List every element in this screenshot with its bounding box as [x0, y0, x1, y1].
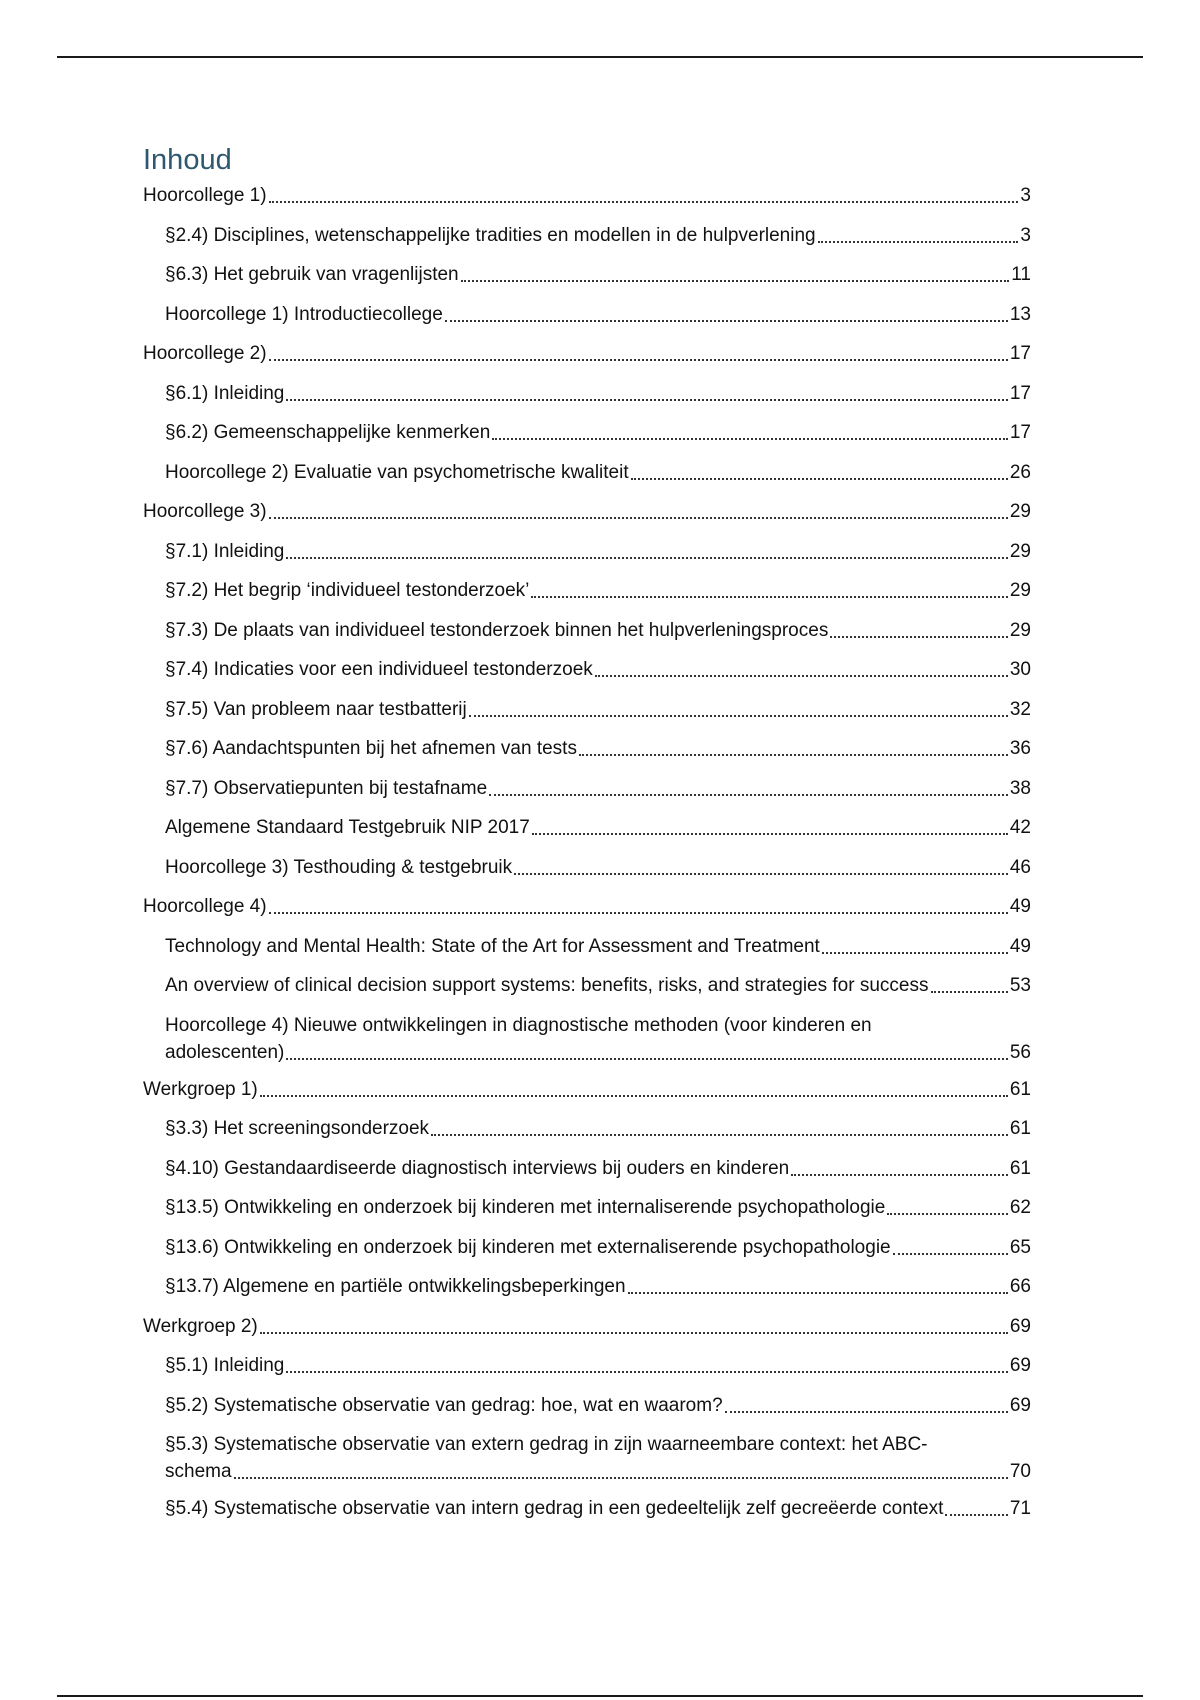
toc-entry-row — [165, 933, 1031, 960]
toc-entry-row — [165, 656, 1031, 683]
toc-entry-wrapped — [165, 1431, 1031, 1485]
toc-subsection-link[interactable] — [165, 1273, 1057, 1300]
dot-leader — [234, 1477, 1008, 1479]
toc-entry-title: §13.7) Algemene en partiële ontwikkelingsbeperkingen — [165, 1276, 626, 1297]
toc-entry-title: §5.4) Systematische observatie van intern gedrag in een gedeeltelijk zelf gecreëerde context — [165, 1498, 944, 1519]
toc-page-number: 29 — [1009, 580, 1031, 601]
toc-subsection-link[interactable] — [165, 380, 1057, 407]
toc-entry-title: §6.3) Het gebruik van vragenlijsten — [165, 264, 459, 285]
dot-leader — [822, 952, 1008, 954]
dot-leader — [286, 399, 1007, 401]
toc-entry-title: §4.10) Gestandaardiseerde diagnostisch interviews bij ouders en kinderen — [165, 1157, 790, 1179]
toc-entry-title: Technology and Mental Health: State of the Art for Assessment and Treatment — [165, 935, 820, 957]
toc-entry-title: Hoorcollege 1) — [143, 185, 267, 206]
toc-entry-row — [165, 1115, 1031, 1142]
toc-page-number: 69 — [1009, 1315, 1031, 1337]
dot-leader — [531, 596, 1007, 598]
toc-entry-row — [143, 498, 1031, 525]
toc-subsection-link[interactable] — [165, 459, 1057, 486]
toc-list — [143, 182, 1057, 1522]
toc-entry-title: Hoorcollege 1) Introductiecollege — [165, 303, 443, 325]
toc-entry-title: §6.2) Gemeenschappelijke kenmerken — [165, 422, 491, 443]
toc-entry-row — [165, 1194, 1031, 1221]
toc-entry-title: Hoorcollege 3) — [143, 501, 267, 522]
toc-page-number: 42 — [1009, 817, 1031, 838]
toc-subsection-link[interactable] — [165, 1115, 1057, 1142]
toc-entry-title: Hoorcollege 4) — [143, 896, 267, 917]
toc-page-number: 13 — [1009, 303, 1031, 325]
toc-subsection-link[interactable] — [165, 656, 1057, 683]
dot-leader — [269, 359, 1008, 361]
page-bottom-rule — [57, 1695, 1143, 1697]
toc-entry-title: Hoorcollege 3) Testhouding & testgebruik — [165, 856, 513, 878]
dot-leader — [893, 1253, 1008, 1255]
toc-entry-title: §7.6) Aandachtspunten bij het afnemen van tests — [165, 738, 577, 759]
toc-entry-row — [165, 814, 1031, 841]
toc-entry-row — [165, 1352, 1031, 1379]
toc-entry-row — [165, 538, 1031, 565]
dot-leader — [445, 320, 1008, 322]
toc-section-link[interactable] — [143, 498, 1057, 525]
toc-entry-row — [165, 1039, 1031, 1066]
toc-section-link[interactable] — [143, 1313, 1057, 1340]
toc-entry-title: Hoorcollege 4) Nieuwe ontwikkelingen in diagnostische methoden (voor kinderen en — [165, 1014, 872, 1036]
toc-subsection-link[interactable] — [165, 1155, 1057, 1182]
dot-leader — [631, 478, 1008, 480]
toc-entry-title: §5.3) Systematische observatie van extern gedrag in zijn waarneembare context: het ABC- — [165, 1434, 928, 1455]
toc-subsection-link[interactable] — [165, 301, 1057, 328]
toc-entry-title: §6.1) Inleiding — [165, 382, 285, 404]
toc-entry-title: §7.7) Observatiepunten bij testafname — [165, 777, 488, 799]
toc-entry-title: Hoorcollege 2) — [143, 343, 267, 364]
toc-entry-row — [165, 1234, 1031, 1261]
toc-entry-row — [165, 459, 1031, 486]
toc-entry-title-continued: adolescenten) — [165, 1041, 285, 1063]
toc-subsection-link[interactable] — [165, 1012, 1057, 1066]
table-of-contents — [143, 142, 1057, 1535]
toc-subsection-link[interactable] — [165, 972, 1057, 999]
toc-subsection-link[interactable] — [165, 617, 1057, 644]
toc-entry-title-continued: schema — [165, 1461, 232, 1482]
toc-page-number: 46 — [1009, 856, 1031, 878]
toc-entry-title: Hoorcollege 2) Evaluatie van psychometrische kwaliteit — [165, 461, 629, 483]
toc-entry-title: Werkgroep 1) — [143, 1078, 258, 1100]
toc-page-number: 38 — [1009, 777, 1031, 799]
toc-subsection-link[interactable] — [165, 419, 1057, 446]
toc-entry-row — [165, 222, 1031, 249]
toc-entry-row — [165, 1458, 1031, 1485]
dot-leader — [595, 675, 1008, 677]
toc-entry-row — [143, 893, 1031, 920]
toc-subsection-link[interactable] — [165, 854, 1057, 881]
toc-subsection-link[interactable] — [165, 1431, 1057, 1485]
dot-leader — [579, 754, 1008, 756]
toc-entry-title: §7.1) Inleiding — [165, 540, 285, 562]
toc-title: Inhoud — [143, 144, 232, 176]
toc-page-number: 11 — [1011, 264, 1031, 285]
toc-section-link[interactable] — [143, 340, 1057, 367]
dot-leader — [887, 1213, 1008, 1215]
toc-entry-row — [165, 735, 1031, 762]
toc-entry-row — [165, 261, 1031, 288]
toc-page-number: 29 — [1009, 501, 1031, 522]
toc-entry-title: Algemene Standaard Testgebruik NIP 2017 — [165, 817, 530, 838]
toc-page-number: 26 — [1009, 461, 1031, 483]
toc-entry-row — [165, 972, 1031, 999]
toc-entry-title: §5.1) Inleiding — [165, 1355, 285, 1376]
toc-entry-row — [143, 1076, 1031, 1103]
toc-page-number: 56 — [1009, 1041, 1031, 1063]
toc-entry-title: §3.3) Het screeningsonderzoek — [165, 1118, 430, 1139]
toc-entry-row — [143, 340, 1031, 367]
toc-page-number: 71 — [1009, 1498, 1031, 1519]
dot-leader — [286, 1371, 1007, 1373]
toc-subsection-link[interactable] — [165, 577, 1057, 604]
dot-leader — [945, 1514, 1007, 1516]
toc-subsection-link[interactable] — [165, 222, 1057, 249]
dot-leader — [461, 280, 1010, 282]
toc-entry-title: §7.3) De plaats van individueel testonderzoek binnen het hulpverleningsproces — [165, 619, 829, 641]
dot-leader — [830, 636, 1008, 638]
dot-leader — [628, 1292, 1008, 1294]
toc-subsection-link[interactable] — [165, 696, 1057, 723]
toc-entry-title: §7.5) Van probleem naar testbatterij — [165, 698, 467, 720]
toc-entry-row — [165, 380, 1031, 407]
dot-leader — [269, 517, 1008, 519]
toc-page-number: 69 — [1009, 1355, 1031, 1376]
toc-page-number: 17 — [1009, 382, 1031, 404]
toc-entry-title: §13.6) Ontwikkeling en onderzoek bij kinderen met externaliserende psychopathologie — [165, 1236, 891, 1258]
toc-page-number: 66 — [1009, 1276, 1031, 1297]
toc-page-number: 17 — [1009, 343, 1031, 364]
toc-entry-row — [165, 419, 1031, 446]
toc-page-number: 61 — [1009, 1157, 1031, 1179]
dot-leader — [469, 715, 1008, 717]
dot-leader — [818, 241, 1019, 243]
page-top-rule — [57, 56, 1143, 58]
dot-leader — [489, 794, 1008, 796]
dot-leader — [931, 991, 1008, 993]
toc-page-number: 49 — [1009, 935, 1031, 957]
toc-page-number: 29 — [1009, 619, 1031, 641]
toc-entry-row — [165, 775, 1031, 802]
toc-entry-title: §5.2) Systematische observatie van gedrag: hoe, wat en waarom? — [165, 1394, 723, 1416]
toc-page-number: 49 — [1009, 896, 1031, 917]
toc-subsection-link[interactable] — [165, 1194, 1057, 1221]
toc-subsection-link[interactable] — [165, 1352, 1057, 1379]
toc-entry-row — [165, 854, 1031, 881]
toc-entry-row — [165, 617, 1031, 644]
toc-page-number: 29 — [1009, 540, 1031, 562]
dot-leader — [286, 1058, 1007, 1060]
toc-entry-row — [165, 1392, 1031, 1419]
dot-leader — [492, 438, 1008, 440]
toc-entry-row — [165, 1155, 1031, 1182]
toc-entry-title: §13.5) Ontwikkeling en onderzoek bij kinderen met internaliserende psychopathologie — [165, 1197, 886, 1218]
toc-entry-row — [165, 577, 1031, 604]
toc-subsection-link[interactable] — [165, 1392, 1057, 1419]
toc-subsection-link[interactable] — [165, 538, 1057, 565]
toc-page-number: 61 — [1009, 1078, 1031, 1100]
dot-leader — [532, 833, 1008, 835]
toc-page-number: 3 — [1020, 224, 1031, 246]
toc-entry-row — [165, 696, 1031, 723]
dot-leader — [269, 912, 1008, 914]
toc-entry-row — [143, 182, 1031, 209]
toc-subsection-link[interactable] — [165, 933, 1057, 960]
toc-subsection-link[interactable] — [165, 814, 1057, 841]
toc-page-number: 69 — [1009, 1394, 1031, 1416]
toc-entry-row — [165, 301, 1031, 328]
toc-page-number: 32 — [1009, 698, 1031, 720]
dot-leader — [791, 1174, 1008, 1176]
toc-page-number: 65 — [1009, 1236, 1031, 1258]
dot-leader — [269, 201, 1019, 203]
toc-page-number: 36 — [1009, 738, 1031, 759]
dot-leader — [260, 1095, 1008, 1097]
toc-page-number: 3 — [1020, 185, 1031, 206]
toc-entry-title: §7.2) Het begrip ‘individueel testonderzoek’ — [165, 580, 530, 601]
toc-entry-title: §7.4) Indicaties voor een individueel testonderzoek — [165, 659, 593, 680]
toc-entry-row — [165, 1273, 1031, 1300]
toc-section-link[interactable] — [143, 893, 1057, 920]
toc-subsection-link[interactable] — [165, 775, 1057, 802]
toc-entry-row — [165, 1495, 1031, 1522]
toc-entry-title: An overview of clinical decision support systems: benefits, risks, and strategies for success — [165, 975, 929, 996]
toc-section-link[interactable] — [143, 1076, 1057, 1103]
toc-section-link[interactable] — [143, 182, 1057, 209]
toc-page-number: 53 — [1009, 975, 1031, 996]
dot-leader — [431, 1134, 1008, 1136]
toc-subsection-link[interactable] — [165, 735, 1057, 762]
toc-entry-title: §2.4) Disciplines, wetenschappelijke tradities en modellen in de hulpverlening — [165, 224, 816, 246]
toc-entry-row — [143, 1313, 1031, 1340]
toc-page-number: 61 — [1009, 1118, 1031, 1139]
toc-subsection-link[interactable] — [165, 1495, 1057, 1522]
dot-leader — [260, 1332, 1008, 1334]
toc-page-number: 30 — [1009, 659, 1031, 680]
dot-leader — [725, 1411, 1008, 1413]
toc-entry-wrapped — [165, 1012, 1031, 1066]
dot-leader — [514, 873, 1008, 875]
toc-page-number: 62 — [1009, 1197, 1031, 1218]
toc-page-number: 70 — [1009, 1461, 1031, 1482]
dot-leader — [286, 557, 1007, 559]
toc-page-number: 17 — [1009, 422, 1031, 443]
toc-entry-title: Werkgroep 2) — [143, 1315, 258, 1337]
toc-subsection-link[interactable] — [165, 261, 1057, 288]
toc-subsection-link[interactable] — [165, 1234, 1057, 1261]
